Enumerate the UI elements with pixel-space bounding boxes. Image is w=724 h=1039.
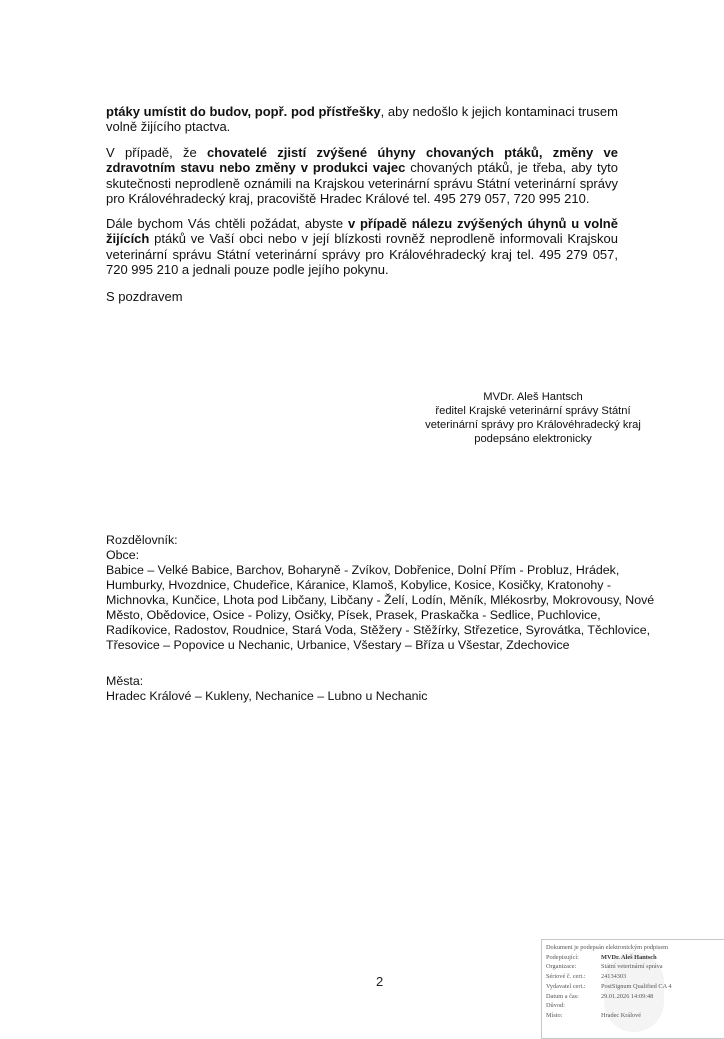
- stamp-value: PostSignum Qualified CA 4: [601, 982, 672, 990]
- stamp-label: Sériové č. cert.:: [546, 973, 586, 981]
- paragraph-1-text: , aby nedošlo k jejich kontaminaci trusem volně žijícího ptactva.: [106, 104, 618, 135]
- stamp-label: Organizace:: [546, 963, 577, 971]
- stamp-value: Hradec Králové: [601, 1012, 642, 1020]
- stamp-label: Vydavatel cert.:: [546, 982, 586, 990]
- stamp-row-signer: [546, 953, 722, 963]
- paragraph-3-bold: v případě nálezu zvýšených úhynů u volně žijících: [106, 216, 618, 247]
- cities-label: Města:: [106, 674, 144, 688]
- paragraph-shelter-birds: [106, 104, 618, 135]
- paragraph-report-deaths: [106, 145, 618, 206]
- stamp-row-organization: [546, 962, 722, 972]
- signatory-name: MVDr. Aleš Hantsch: [483, 391, 583, 403]
- page-number: 2: [376, 974, 384, 989]
- stamp-row-datetime: [546, 992, 722, 1002]
- stamp-label: Datum a čas:: [546, 992, 579, 1000]
- signature-block: [398, 390, 668, 446]
- distribution-heading: Rozdělovník:: [106, 533, 178, 547]
- municipalities-line: Třesovice – Popovice u Nechanic, Urbanice, Všestary – Bříza u Všestar, Zdechovice: [106, 638, 570, 652]
- stamp-value: 24134303: [601, 973, 627, 981]
- municipalities-line: Radíkovice, Radostov, Roudnice, Stará Voda, Stěžery - Stěžírky, Střezetice, Syrovátka, Těchlovice,: [106, 623, 651, 637]
- stamp-label: Místo:: [546, 1012, 563, 1020]
- greeting: S pozdravem: [106, 289, 183, 304]
- e-signature-stamp: [541, 939, 724, 1039]
- signed-electronically-note: podepsáno elektronicky: [474, 433, 592, 445]
- cities-value: Hradec Králové – Kukleny, Nechanice – Lubno u Nechanic: [106, 689, 428, 703]
- stamp-value: MVDr. Aleš Hantsch: [601, 953, 657, 961]
- signatory-title-line-1: ředitel Krajské veterinární správy Státní: [435, 405, 631, 417]
- municipalities-line: Město, Obědovice, Osice - Polizy, Osičky, Písek, Prasek, Praskačka - Sedlice, Puchlovice,: [106, 608, 601, 622]
- stamp-row-reason: [546, 1001, 722, 1011]
- municipalities-line: Babice – Velké Babice, Barchov, Boharyně - Zvíkov, Dobřenice, Dolní Přím - Probluz, Hrádek,: [106, 563, 620, 577]
- stamp-label: Důvod:: [546, 1002, 565, 1010]
- paragraph-3-text-a: Dále bychom Vás chtěli požádat, abyste: [106, 216, 348, 231]
- stamp-label: Podepisující:: [546, 953, 579, 961]
- municipalities-line: Humburky, Hvozdnice, Chudeřice, Káranice, Klamoš, Kobylice, Kosice, Kosičky, Kratonohy -: [106, 578, 612, 592]
- stamp-row-issuer: [546, 982, 722, 992]
- paragraph-3-text-b: ptáků ve Vaší obci nebo v její blízkosti rovněž neprodleně informovali Krajskou veterinární správu Státní veterinární správy pro Královéhradecký kraj tel. 495 279 057, 720 995 210 a jednali pouze podle jejího pokynu.: [106, 231, 618, 277]
- paragraph-2-bold: chovatelé zjistí zvýšené úhyny chovaných ptáků, změny ve zdravotním stavu nebo změny v produkci vajec: [106, 145, 618, 176]
- stamp-row-serial: [546, 972, 722, 982]
- paragraph-2-text-b: chovaných ptáků, je třeba, aby tyto skutečnosti neprodleně oznámili na Krajskou veterinární správu Státní veterinární správy pro Královéhradecký kraj, pracoviště Hradec Králové tel. 495 279 057, 720 995 210.: [106, 160, 618, 206]
- municipalities-label: Obce:: [106, 548, 140, 562]
- paragraph-1-bold: ptáky umístit do budov, popř. pod přístřešky: [106, 104, 381, 119]
- cities-list: [106, 674, 427, 704]
- paragraph-2-text-a: V případě, že: [106, 145, 208, 160]
- distribution-list: [106, 533, 655, 653]
- stamp-row-place: [546, 1011, 722, 1021]
- municipalities-line: Michnovka, Kunčice, Lhota pod Libčany, Libčany - Želí, Lodín, Měník, Mlékosrby, Mokrovousy, Nové: [106, 593, 655, 607]
- stamp-value: Státní veterinární správa: [601, 963, 663, 971]
- stamp-header: Dokument je podepsán elektronickým podpisem: [546, 944, 669, 951]
- stamp-value: 29.01.2026 14:09:48: [601, 992, 654, 1000]
- signatory-title-line-2: veterinární správy pro Královéhradecký kraj: [425, 419, 641, 431]
- paragraph-wild-birds: [106, 216, 618, 277]
